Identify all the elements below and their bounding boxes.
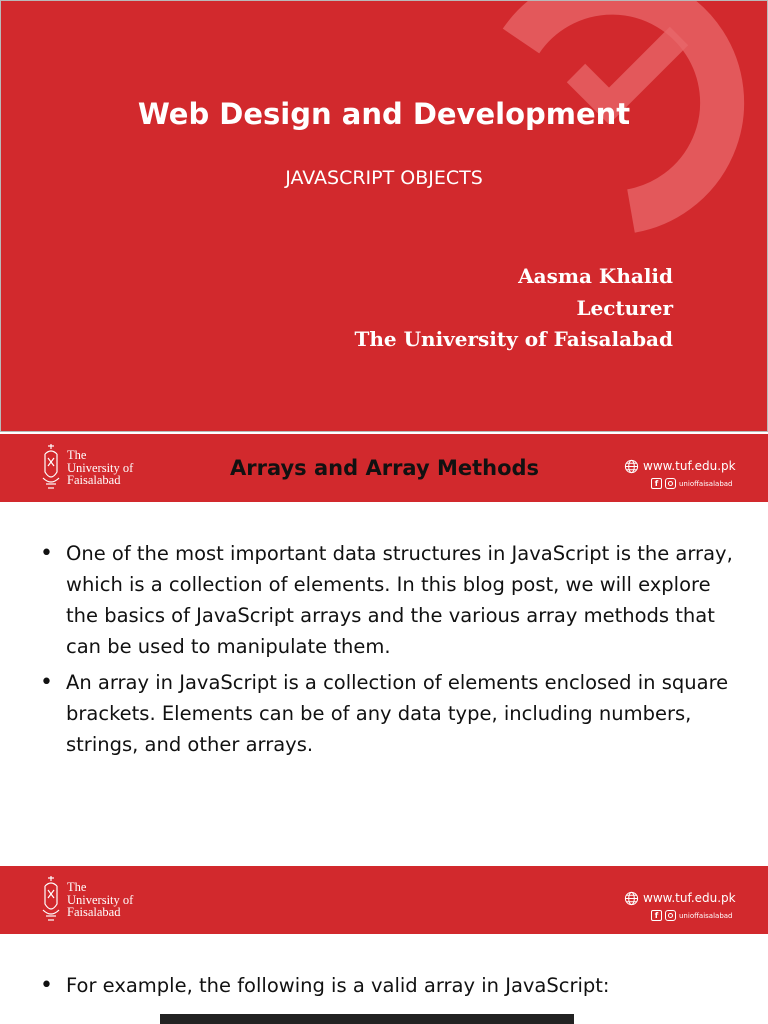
social-links [651, 478, 733, 489]
code-block [160, 1014, 574, 1024]
logo-line-2: University of [67, 892, 134, 907]
bullet-item: • An array in JavaScript is a collection of elements enclosed in square brackets. Elements can be of any data type, including numbers, strings, and other arrays. [40, 667, 740, 760]
website-link[interactable] [624, 458, 736, 474]
slide-heading: Arrays and Array Methods [230, 456, 540, 480]
title-slide [0, 0, 768, 432]
logo-wordmark [67, 881, 133, 919]
university-logo [40, 874, 150, 928]
globe-icon [624, 891, 639, 906]
website-text: www.tuf.edu.pk [643, 891, 736, 905]
logo-line-3: Faisalabad [67, 473, 121, 487]
logo-wordmark [67, 449, 133, 487]
website-text: www.tuf.edu.pk [643, 459, 736, 473]
author-role: Lecturer [576, 295, 673, 320]
bullet-item: • One of the most important data structures in JavaScript is the array, which is a collection of elements. In this blog post, we will explore the basics of JavaScript arrays and the various array methods that can be used to manipulate them. [40, 538, 740, 662]
logo-line-1: The [67, 880, 87, 894]
social-links [651, 910, 733, 921]
slide-header-band [0, 434, 768, 502]
instagram-icon[interactable] [665, 910, 676, 921]
website-link[interactable] [624, 890, 736, 906]
bullet-list [40, 538, 740, 765]
presentation-subtitle: JAVASCRIPT OBJECTS [285, 167, 483, 189]
instagram-icon[interactable] [665, 478, 676, 489]
logo-line-2: University of [67, 460, 134, 475]
logo-line-1: The [67, 448, 87, 462]
globe-icon [624, 459, 639, 474]
social-handle: unioffaisalabad [679, 479, 733, 488]
bullet-list [40, 970, 740, 1006]
author-block [354, 261, 673, 356]
university-logo [40, 442, 150, 496]
logo-line-3: Faisalabad [67, 905, 121, 919]
university-crest-icon [40, 442, 62, 492]
slide-header-band [0, 866, 768, 934]
bullet-item: • For example, the following is a valid array in JavaScript: [40, 970, 740, 1001]
facebook-icon[interactable]: f [651, 478, 662, 489]
author-organization: The University of Faisalabad [354, 327, 673, 351]
author-name: Aasma Khalid [518, 264, 673, 288]
social-handle: unioffaisalabad [679, 911, 733, 920]
presentation-title: Web Design and Development [137, 97, 631, 131]
facebook-icon[interactable]: f [651, 910, 662, 921]
university-crest-icon [40, 874, 62, 924]
